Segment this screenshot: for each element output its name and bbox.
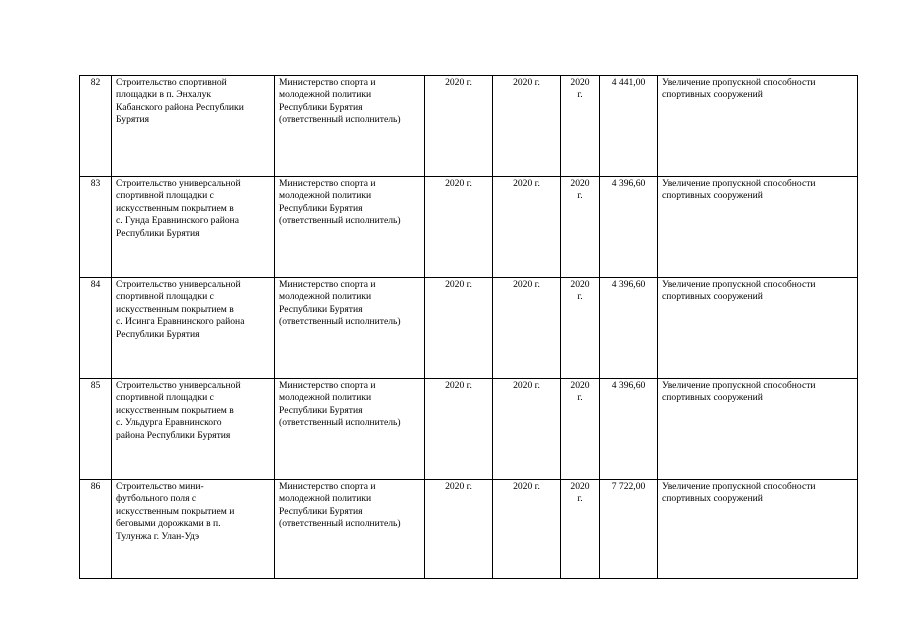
cell-text-line: спортивных сооружений bbox=[662, 392, 763, 404]
executor-cell bbox=[275, 480, 425, 579]
cell-text-line: молодежной политики bbox=[279, 392, 372, 404]
start-year-cell bbox=[425, 278, 493, 379]
cell-text-line: Строительство универсальной bbox=[116, 279, 241, 290]
expected-result-cell bbox=[658, 278, 858, 379]
row-number-cell bbox=[80, 177, 112, 278]
activity-name-cell bbox=[112, 177, 275, 278]
amount: 4 396,60 bbox=[611, 279, 646, 290]
cell-text-line: Министерство спорта и bbox=[279, 380, 376, 391]
end-year-cell bbox=[493, 76, 561, 177]
amount: 4 396,60 bbox=[611, 178, 646, 189]
cell-text-line: с. Ульдурга Еравнинского bbox=[116, 417, 222, 429]
cell-text-line: спортивной площадки с bbox=[116, 291, 214, 303]
cell-text-line: Республики Бурятия bbox=[279, 404, 363, 416]
funding-year: 2020 г. bbox=[570, 481, 590, 504]
row-number: 86 bbox=[90, 481, 101, 492]
expected-result-cell bbox=[658, 480, 858, 579]
cell-text-line: Республики Бурятия bbox=[279, 101, 363, 113]
amount-cell bbox=[600, 379, 658, 480]
funding-year: 2020 г. bbox=[570, 279, 590, 302]
cell-text-line: молодежной политики bbox=[279, 291, 372, 303]
cell-text-line: Увеличение пропускной способности bbox=[662, 380, 816, 391]
executor-cell bbox=[275, 177, 425, 278]
amount-cell bbox=[600, 278, 658, 379]
cell-text-line: (ответственный исполнитель) bbox=[279, 316, 401, 328]
end-year: 2020 г. bbox=[513, 481, 540, 492]
table-row bbox=[80, 278, 858, 379]
start-year-cell bbox=[425, 480, 493, 579]
amount-cell bbox=[600, 76, 658, 177]
cell-text-line: Строительство универсальной bbox=[116, 380, 241, 391]
cell-text-line: Увеличение пропускной способности bbox=[662, 279, 816, 290]
cell-text-line: Строительство универсальной bbox=[116, 178, 241, 189]
row-number: 83 bbox=[90, 178, 101, 189]
cell-text-line: спортивных сооружений bbox=[662, 190, 763, 202]
table-row bbox=[80, 379, 858, 480]
start-year: 2020 г. bbox=[445, 380, 472, 391]
executor-cell bbox=[275, 76, 425, 177]
end-year-cell bbox=[493, 177, 561, 278]
cell-text-line: (ответственный исполнитель) bbox=[279, 417, 401, 429]
activity-name-cell bbox=[112, 379, 275, 480]
end-year: 2020 г. bbox=[513, 380, 540, 391]
cell-text-line: (ответственный исполнитель) bbox=[279, 518, 401, 530]
amount: 4 396,60 bbox=[611, 380, 646, 391]
expected-result-cell bbox=[658, 76, 858, 177]
row-number-cell bbox=[80, 76, 112, 177]
end-year-cell bbox=[493, 278, 561, 379]
cell-text-line: спортивных сооружений bbox=[662, 493, 763, 505]
cell-text-line: (ответственный исполнитель) bbox=[279, 215, 401, 227]
funding-year: 2020 г. bbox=[570, 77, 590, 100]
start-year-cell bbox=[425, 76, 493, 177]
amount: 7 722,00 bbox=[611, 481, 646, 492]
funding-year-cell bbox=[561, 480, 600, 579]
cell-text-line: Министерство спорта и bbox=[279, 178, 376, 189]
cell-text-line: искусственным покрытием в bbox=[116, 202, 234, 214]
start-year-cell bbox=[425, 379, 493, 480]
cell-text-line: Строительство спортивной bbox=[116, 77, 227, 88]
cell-text-line: Строительство мини- bbox=[116, 481, 204, 492]
start-year: 2020 г. bbox=[445, 178, 472, 189]
end-year-cell bbox=[493, 379, 561, 480]
cell-text-line: спортивной площадки с bbox=[116, 190, 214, 202]
row-number: 82 bbox=[90, 77, 101, 88]
row-number: 84 bbox=[90, 279, 101, 290]
cell-text-line: с. Гунда Еравнинского района bbox=[116, 215, 240, 227]
cell-text-line: футбольного поля с bbox=[116, 493, 197, 505]
activity-name-cell bbox=[112, 480, 275, 579]
program-activities-table bbox=[79, 75, 858, 579]
funding-year-cell bbox=[561, 379, 600, 480]
row-number-cell bbox=[80, 278, 112, 379]
table-body bbox=[80, 76, 858, 579]
cell-text-line: Республики Бурятия bbox=[279, 505, 363, 517]
cell-text-line: Тулунжа г. Улан-Удэ bbox=[116, 530, 200, 542]
end-year-cell bbox=[493, 480, 561, 579]
row-number: 85 bbox=[90, 380, 101, 391]
cell-text-line: беговыми дорожками в п. bbox=[116, 518, 221, 530]
expected-result-cell bbox=[658, 177, 858, 278]
cell-text-line: Увеличение пропускной способности bbox=[662, 481, 816, 492]
cell-text-line: района Республики Бурятия bbox=[116, 429, 231, 441]
row-number-cell bbox=[80, 379, 112, 480]
amount-cell bbox=[600, 480, 658, 579]
cell-text-line: площадки в п. Энхалук bbox=[116, 89, 212, 101]
cell-text-line: молодежной политики bbox=[279, 493, 372, 505]
cell-text-line: спортивной площадки с bbox=[116, 392, 214, 404]
cell-text-line: Республики Бурятия bbox=[116, 227, 200, 239]
table-row bbox=[80, 177, 858, 278]
table-row bbox=[80, 480, 858, 579]
expected-result-cell bbox=[658, 379, 858, 480]
funding-year-cell bbox=[561, 76, 600, 177]
cell-text-line: спортивных сооружений bbox=[662, 291, 763, 303]
cell-text-line: (ответственный исполнитель) bbox=[279, 114, 401, 126]
cell-text-line: Министерство спорта и bbox=[279, 279, 376, 290]
start-year-cell bbox=[425, 177, 493, 278]
cell-text-line: искусственным покрытием в bbox=[116, 404, 234, 416]
cell-text-line: спортивных сооружений bbox=[662, 89, 763, 101]
cell-text-line: молодежной политики bbox=[279, 190, 372, 202]
start-year: 2020 г. bbox=[445, 77, 472, 88]
cell-text-line: Республики Бурятия bbox=[116, 328, 200, 340]
cell-text-line: Министерство спорта и bbox=[279, 481, 376, 492]
end-year: 2020 г. bbox=[513, 279, 540, 290]
start-year: 2020 г. bbox=[445, 481, 472, 492]
funding-year-cell bbox=[561, 177, 600, 278]
end-year: 2020 г. bbox=[513, 77, 540, 88]
executor-cell bbox=[275, 379, 425, 480]
row-number-cell bbox=[80, 480, 112, 579]
cell-text-line: молодежной политики bbox=[279, 89, 372, 101]
cell-text-line: Министерство спорта и bbox=[279, 77, 376, 88]
activity-name-cell bbox=[112, 278, 275, 379]
start-year: 2020 г. bbox=[445, 279, 472, 290]
executor-cell bbox=[275, 278, 425, 379]
cell-text-line: Увеличение пропускной способности bbox=[662, 77, 816, 88]
cell-text-line: искусственным покрытием и bbox=[116, 505, 235, 517]
cell-text-line: Увеличение пропускной способности bbox=[662, 178, 816, 189]
cell-text-line: Кабанского района Республики bbox=[116, 101, 244, 113]
amount: 4 441,00 bbox=[611, 77, 646, 88]
funding-year: 2020 г. bbox=[570, 178, 590, 201]
activity-name-cell bbox=[112, 76, 275, 177]
amount-cell bbox=[600, 177, 658, 278]
end-year: 2020 г. bbox=[513, 178, 540, 189]
cell-text-line: Республики Бурятия bbox=[279, 303, 363, 315]
funding-year: 2020 г. bbox=[570, 380, 590, 403]
cell-text-line: Бурятия bbox=[116, 114, 150, 126]
cell-text-line: искусственным покрытием в bbox=[116, 303, 234, 315]
funding-year-cell bbox=[561, 278, 600, 379]
cell-text-line: Республики Бурятия bbox=[279, 202, 363, 214]
table-row bbox=[80, 76, 858, 177]
cell-text-line: с. Исинга Еравнинского района bbox=[116, 316, 245, 328]
